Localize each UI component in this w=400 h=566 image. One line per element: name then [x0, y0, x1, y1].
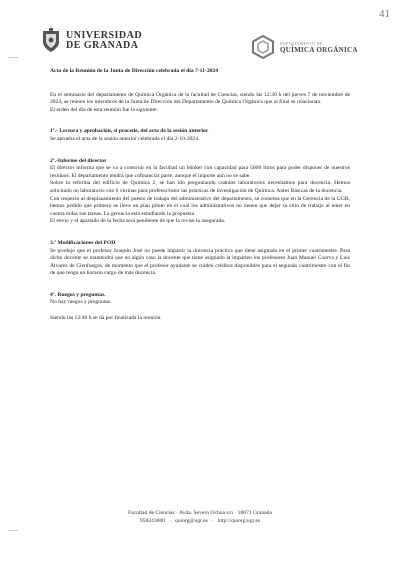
section-title: 2º.-Informe del director: [50, 157, 107, 164]
footer-contact: 958243000 · quiorg@ugr.es · http://quiorg.ugr.es: [139, 517, 261, 524]
footer-web[interactable]: http://quiorg.ugr.es: [217, 517, 261, 524]
document-body: [50, 68, 350, 323]
section-paragraph: Se produjo que el profesor Joaquín José no puede impartir la docencia práctica que tiene asignada en el primer cuatrimestre. Para dicho docente se mantendrá que en algún caso la docente que tiene asignado la imparten los profesores Juan Manuel Cuerva y Luis Álvarez de Cienfuegos, de momento que el profesor ayudante se cuiden créditos disponibles para el segundo cuatrimestre con el fin de que tenga un horario cargo de más docencia.: [50, 247, 350, 277]
university-name-line1: UNIVERSIDAD: [66, 30, 143, 41]
department-label: DEPARTAMENTO DE: [280, 40, 323, 46]
punch-mark-top: —: [8, 52, 18, 63]
page-footer: [0, 510, 400, 525]
section-title: 1º.- Lectura y aprobación, si procede, del acta de la sesión anterior: [50, 128, 209, 135]
section-paragraph: Sobre la reforma del edificio de Química 2, se han ido preguntando cuántos laboratorios necesitamos para docencia. Hemos solicitado un laboratorio con 6 vitrinas para profesor/tutor las prácticas de investigación de Química. Antes Básicas de la docencia.: [50, 180, 350, 194]
footer-email[interactable]: quiorg@ugr.es: [174, 517, 208, 524]
section-paragraph: No hay ruegos y preguntas.: [50, 299, 112, 306]
page-number: 41: [379, 8, 390, 20]
letterhead: [40, 28, 360, 70]
footer-address: Facultad de Ciencias · Avda. Severo Ochoa s/n · 18071 Granada: [128, 510, 272, 516]
document-title: Acta de la Reunión de la Junta de Dirección celebrada el día 7-11-2024: [50, 68, 219, 74]
department-name: QUÍMICA ORGÁNICA: [280, 45, 358, 54]
section-title: 4º. Ruegos y preguntas.: [50, 291, 106, 298]
closing-line: Siendo las 12:40 h se da por finalizada la reunión.: [50, 315, 162, 322]
footer-phone: 958243000: [139, 517, 166, 524]
section-title: 3.º Modificaciones del POD: [50, 239, 116, 246]
section-paragraph: Se aprueba el acta de la sesión anterior celebrada el día 2-10-2024.: [50, 135, 200, 142]
university-seal-icon: [40, 28, 62, 54]
punch-mark-bottom: —: [8, 525, 18, 536]
hexagon-molecule-icon: [250, 34, 276, 60]
university-name-line2: DE GRANADA: [66, 40, 139, 51]
section-paragraph: Con respecto al desplazamiento del puesto de trabajo del administrativo del departamento, se comenta que en la Gerencia de la UGR, hemos pedido que primero se lleve un plan piloto en el cual los administrativos no tienen que dejar su sitio de trabajo al tener en cuenta todas sus tareas. La gerencia está estudiando la propuesta.: [50, 195, 350, 217]
section-paragraph: El director informa que se va a construir en la facultad un búnker con capacidad para 5000 litros para poder disponer de nuestros residuos. El departamento tendrá que cofinanciar parte, aunque el importe aún no se sabe.: [50, 165, 350, 179]
agenda-intro: El orden del día de esta reunión fue la siguiente:: [50, 106, 158, 113]
university-logo: [40, 28, 142, 54]
section-paragraph: El envío y el apartado de la fecha será pendiente de que la revise la asegurada.: [50, 218, 226, 225]
intro-paragraph: En el seminario del departamento de Química Orgánica de la facultad de Ciencias, siendo las 12:30 h del jueves 7 de noviembre de 2024, se reúnen los miembros de la Junta de Dirección del Departamento de Química Orgánica que al final se relacionan.: [50, 91, 350, 106]
department-logo: [250, 34, 358, 60]
